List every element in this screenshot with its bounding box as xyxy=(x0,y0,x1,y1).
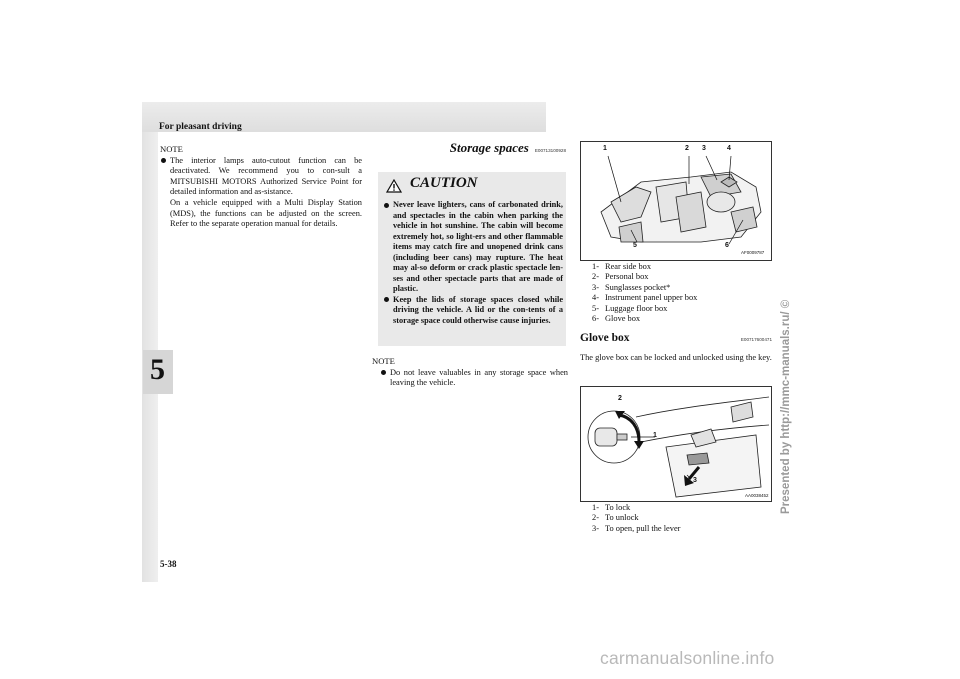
legend-item: 5- Luggage floor box xyxy=(592,303,668,313)
glove-box-illustration xyxy=(581,387,771,501)
note-heading: NOTE xyxy=(372,356,395,366)
bullet-icon xyxy=(383,200,393,295)
page-number: 5-38 xyxy=(160,559,177,569)
callout-4: 4 xyxy=(727,145,731,152)
caution-title: CAUTION xyxy=(410,175,478,191)
legend-item: 1- Rear side box xyxy=(592,262,652,271)
legend-item: 3- To open, pull the lever xyxy=(592,523,681,533)
note-heading: NOTE xyxy=(160,144,183,154)
note-continuation: On a vehicle equipped with a Multi Display Station (MDS), the functions can be adjusted on the screen. Refer to the separate operation manual for details. xyxy=(170,197,362,229)
glove-box-text: The glove box can be locked and unlocked using the key. xyxy=(580,353,772,362)
footer-logo: carmanualsonline.info xyxy=(600,648,775,668)
callout-5: 5 xyxy=(633,242,637,249)
glove-box-legend xyxy=(592,503,772,534)
section-tab-number: 5 xyxy=(150,353,165,386)
bullet-icon xyxy=(380,368,390,389)
warning-triangle-icon xyxy=(386,179,402,193)
callout-3: 3 xyxy=(702,145,706,152)
glove-box-title: Glove box xyxy=(580,332,630,344)
note-bullet-text: Do not leave valuables in any storage space when leaving the vehicle. xyxy=(390,367,568,388)
legend-item: 2- To unlock xyxy=(592,513,639,523)
legend-item: 2- Personal box xyxy=(592,272,649,282)
legend-item: 1- To lock xyxy=(592,503,631,512)
callout-1: 1 xyxy=(603,145,607,152)
watermark: Presented by http://mmc-manuals.ru/ © xyxy=(780,299,792,514)
glove-box-heading-row xyxy=(580,332,772,344)
storage-section xyxy=(372,140,568,157)
bullet-icon xyxy=(160,156,170,198)
storage-note xyxy=(372,356,568,389)
section-code: E00713100928 xyxy=(534,148,566,153)
bullet-icon xyxy=(383,295,393,327)
figure-code: AF0009787 xyxy=(741,250,765,255)
section-title: Storage spaces xyxy=(449,140,529,155)
legend-item: 3- Sunglasses pocket* xyxy=(592,282,671,292)
note-bullet-text: The interior lamps auto-cutout function can be deactivated. We recommend you to con-sult a MITSUBISHI MOTORS Authorized Service Point for detailed information and as-sistance. xyxy=(170,155,362,197)
caution-bullet-text: Never leave lighters, cans of carbonated drink, and spectacles in the cabin when parking the vehicle in hot sunshine. The cabin will become extremely hot, so light-ers and other flammable items may catch fire and unopened drink cans (including beer cans) may rupture. The heat may al-so deform or crack plastic spectacle len-ses and other spectacle parts that are made of plastic. xyxy=(393,200,563,293)
cabin-illustration xyxy=(581,142,771,260)
figure-code: AA0038452 xyxy=(745,493,769,498)
callout-6: 6 xyxy=(725,242,729,249)
legend-item: 6- Glove box xyxy=(592,314,641,324)
caution-body xyxy=(383,200,563,326)
header-title: For pleasant driving xyxy=(159,122,242,132)
left-note xyxy=(160,144,362,230)
caution-bullet-text: Keep the lids of storage spaces closed while driving the vehicle. A lid or the con-tents of a storage space could otherwise cause injuries. xyxy=(393,294,563,325)
caution-bullet xyxy=(383,200,563,295)
legend-item: 4- Instrument panel upper box xyxy=(592,293,698,303)
glove-box-code: E00717600471 xyxy=(740,337,772,342)
callout-1: 1 xyxy=(653,432,657,439)
storage-figure xyxy=(580,141,772,261)
storage-legend xyxy=(592,262,772,324)
callout-2: 2 xyxy=(618,395,622,402)
glove-box-figure xyxy=(580,386,772,502)
note-bullet xyxy=(160,156,362,198)
callout-2: 2 xyxy=(685,145,689,152)
callout-3: 3 xyxy=(693,477,697,484)
caution-bullet xyxy=(383,295,563,327)
note-bullet xyxy=(372,368,568,389)
